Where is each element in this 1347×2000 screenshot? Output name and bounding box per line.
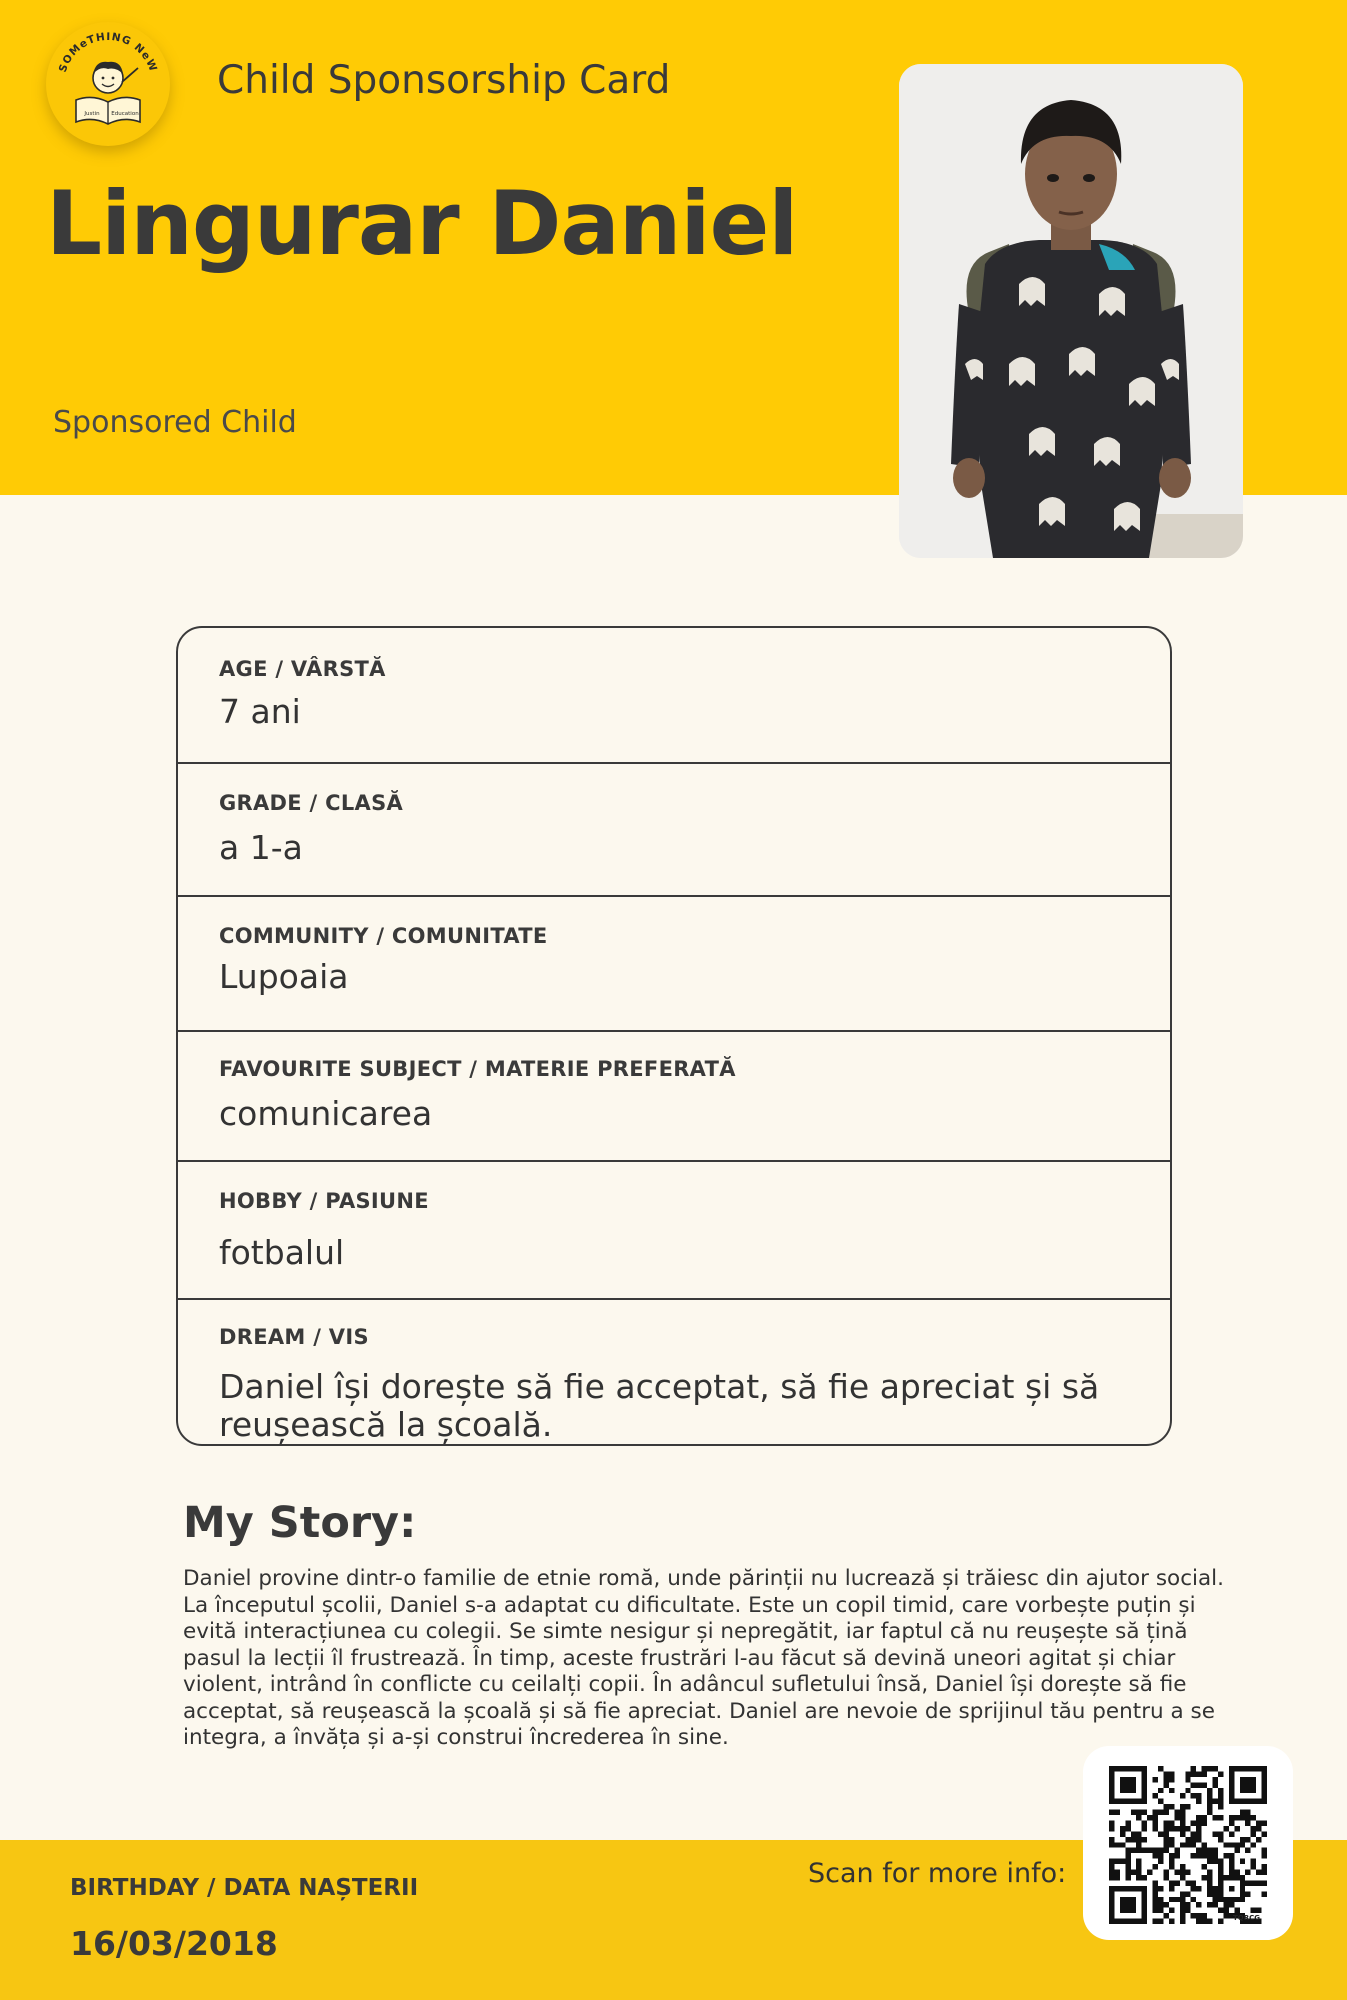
story-heading: My Story:: [183, 1498, 417, 1548]
birthday-value: 16/03/2018: [70, 1924, 278, 1963]
qr-code-card[interactable]: [1083, 1746, 1293, 1940]
logo-book-left-text: Justin: [84, 111, 100, 117]
child-name: Lingurar Daniel: [46, 172, 798, 275]
info-row-hobby: [178, 1162, 1170, 1300]
sponsored-child-subtitle: Sponsored Child: [53, 405, 297, 440]
birthday-label: BIRTHDAY / DATA NAȘTERII: [70, 1875, 419, 1901]
age-label: AGE / VÂRSTĂ: [219, 657, 386, 681]
scan-for-more-info-text: Scan for more info:: [808, 1858, 1067, 1889]
info-row-community: [178, 897, 1170, 1032]
card-title: Child Sponsorship Card: [217, 58, 671, 103]
favourite-subject-label: FAVOURITE SUBJECT / MATERIE PREFERATĂ: [219, 1057, 736, 1081]
child-photo-illustration: [899, 64, 1243, 558]
dream-label: DREAM / VIS: [219, 1325, 369, 1349]
story-text: Daniel provine dintr-o familie de etnie romă, unde părinții nu lucrează și trăiesc din ajutor social. La începutul școlii, Daniel s-a adaptat cu dificultate. Este un copil timid, care vorbește puțin și evită interacțiunea cu colegii. Se simte nesigur și nepregătit, iar faptul că nu reușește să țină pasul la lecții îl frustrează. În timp, aceste frustrări l-au făcut să devină uneori agitat și chiar violent, intrând în conflicte cu ceilalți copii. În adâncul sufletului însă, Daniel își dorește să fie acceptat, să reușească la școală și să fie apreciat. Daniel are nevoie de sprijinul tău pentru a se integra, a învăța și a-și construi încrederea în sine.: [183, 1566, 1224, 1750]
info-row-grade: [178, 764, 1170, 897]
child-reading-book-logo: [46, 22, 170, 146]
organization-logo: [46, 22, 170, 146]
qr-code-icon[interactable]: [1109, 1766, 1267, 1924]
logo-book-right-text: Education: [111, 111, 139, 117]
info-row-favourite-subject: [178, 1032, 1170, 1162]
qr-generator-tag: TQRCG: [1233, 1914, 1260, 1922]
grade-label: GRADE / CLASĂ: [219, 791, 404, 815]
hobby-value: fotbalul: [219, 1233, 345, 1272]
age-value: 7 ani: [219, 692, 301, 731]
grade-value: a 1-a: [219, 828, 303, 867]
hobby-label: HOBBY / PASIUNE: [219, 1189, 429, 1213]
community-label: COMMUNITY / COMUNITATE: [219, 924, 548, 948]
community-value: Lupoaia: [219, 957, 349, 996]
info-row-age: [178, 628, 1170, 764]
info-row-dream: [178, 1300, 1170, 1446]
child-info-table: [176, 626, 1172, 1446]
favourite-subject-value: comunicarea: [219, 1094, 433, 1133]
child-photo: [899, 64, 1243, 558]
dream-value: Daniel își dorește să fie acceptat, să fie apreciat și să reușească la școală.: [219, 1367, 1100, 1444]
logo-arc-text: SOMeTHING NeW: [56, 30, 160, 74]
